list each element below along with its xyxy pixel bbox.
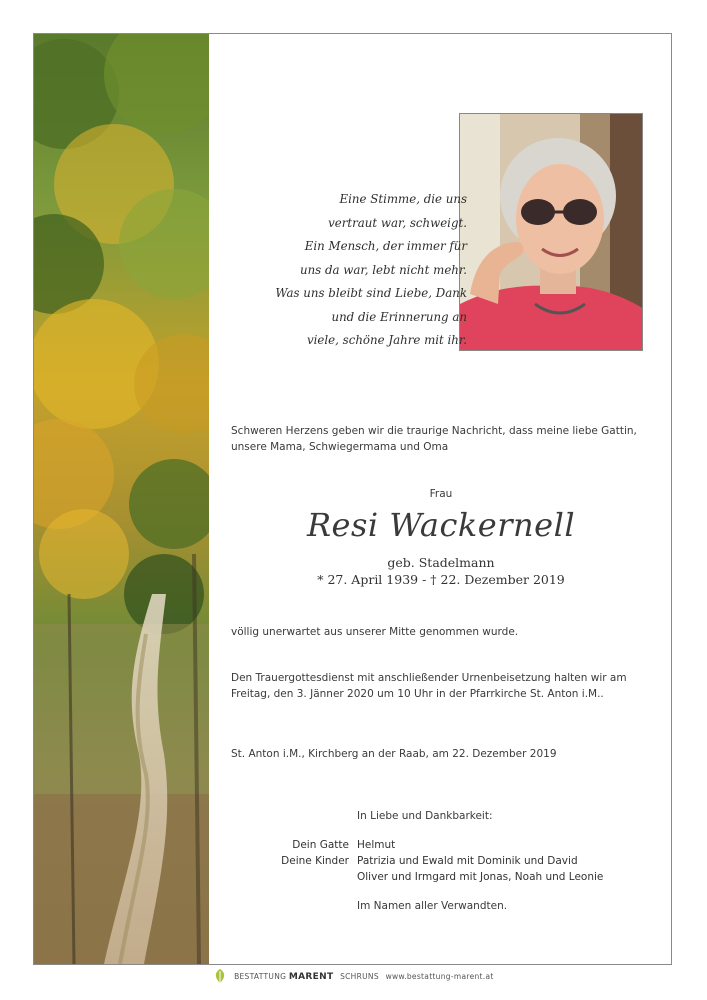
place-date: St. Anton i.M., Kirchberg an der Raab, am 22. Dezember 2019: [231, 748, 557, 760]
service-line: Freitag, den 3. Jänner 2020 um 10 Uhr in der Pfarrkirche St. Anton i.M..: [231, 688, 604, 700]
announcement-intro: [231, 423, 651, 455]
portrait-photo: [459, 113, 643, 351]
intro-line: Schweren Herzens geben wir die traurige Nachricht, dass meine liebe Gattin,: [231, 425, 637, 437]
relatives-line: Im Namen aller Verwandten.: [357, 900, 508, 912]
birth-name: geb. Stadelmann: [387, 555, 495, 570]
footer-prefix: BESTATTUNG: [234, 972, 287, 981]
service-line: Den Trauergottesdienst mit anschließender Urnenbeisetzung halten wir am: [231, 672, 627, 684]
funeral-service: [231, 670, 661, 702]
poem-line: Ein Mensch, der immer für: [304, 239, 467, 253]
funeral-home-footer: [0, 968, 707, 992]
deceased-name: Resi Wackernell: [306, 506, 576, 544]
salutation: Frau: [429, 488, 453, 500]
closing-phrase: In Liebe und Dankbarkeit:: [357, 810, 493, 822]
poem-line: uns da war, lebt nicht mehr.: [299, 262, 467, 277]
children-line: Patrizia und Ewald mit Dominik und David: [357, 855, 578, 867]
life-dates: * 27. April 1939 - † 22. Dezember 2019: [317, 572, 565, 587]
spouse-label: Dein Gatte: [292, 839, 349, 851]
footer-brand: MARENT: [288, 972, 334, 982]
poem-line: vertraut war, schweigt.: [328, 215, 467, 230]
poem-line: Eine Stimme, die uns: [339, 192, 467, 206]
children-line: Oliver und Irmgard mit Jonas, Noah und Leonie: [357, 871, 604, 883]
leaf-logo-icon: [213, 968, 227, 986]
footer-town: SCHRUNS: [340, 972, 379, 981]
memorial-poem: [247, 188, 467, 353]
autumn-forest-image: [34, 34, 209, 964]
passing-text: völlig unerwartet aus unserer Mitte genommen wurde.: [231, 626, 519, 638]
footer-url: www.bestattung-marent.at: [385, 972, 494, 981]
poem-line: und die Erinnerung an: [331, 309, 467, 324]
children-label: Deine Kinder: [281, 855, 349, 867]
poem-line: Was uns bleibt sind Liebe, Dank: [275, 286, 467, 300]
intro-line: unsere Mama, Schwiegermama und Oma: [231, 441, 449, 453]
mourners-list: [239, 837, 659, 907]
spouse-name: Helmut: [357, 839, 396, 851]
poem-line: viele, schöne Jahre mit ihr.: [306, 333, 467, 347]
obituary-card: [33, 33, 672, 965]
